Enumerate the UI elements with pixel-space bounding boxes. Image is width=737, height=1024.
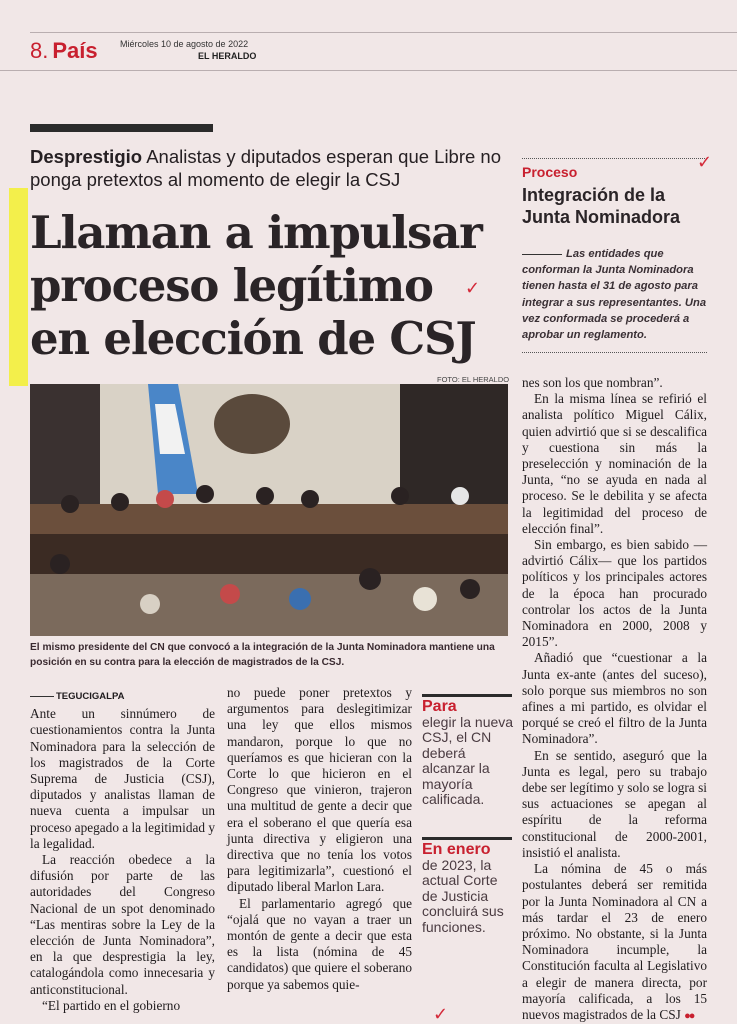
- paragraph: nes son los que nombran”.: [522, 375, 663, 390]
- sidebar-kicker: Proceso: [522, 164, 578, 180]
- sidebar-title: Integración de la Junta Nominadora: [522, 185, 681, 227]
- pull-quote-highlight: En enero: [422, 841, 491, 858]
- issue-date: Miércoles 10 de agosto de 2022: [120, 39, 249, 49]
- top-rule: [30, 32, 737, 33]
- pull-quote: [422, 842, 514, 935]
- highlighter-mark: [9, 188, 28, 386]
- article-column-2: [227, 685, 412, 993]
- lead-rule: [522, 254, 562, 255]
- article-headline: [30, 206, 520, 365]
- article-deck: [30, 145, 510, 191]
- red-check-mark: ✓: [697, 152, 713, 173]
- end-mark: ●●: [684, 1009, 694, 1022]
- paragraph: “El partido en el gobierno: [42, 997, 181, 1013]
- article-column-1: [30, 689, 215, 1014]
- article-column-4: [522, 375, 707, 1024]
- paragraph: [522, 861, 707, 1024]
- section-name: País: [52, 38, 98, 63]
- paragraph: Añadió que “cuestionar a la Junta ex-ante (antes del suceso), solo porque sus miembros no son afines a mi partido, es olvidar el porqué se creó el filtro de la Junta Nominadora”.: [522, 650, 707, 747]
- paragraph: Sin embargo, es bien sabido —advirtió Cálix— que los partidos políticos y los principales actores de la época han procurado controlar los actos de la Junta Nominadora en 2000, 2008 y 2015”.: [522, 537, 707, 650]
- final-paragraph-text: La nómina de 45 o más postulantes deberá ser remitida por la Junta Nominadora al CN a más tardar el 23 de enero próximo. No obstante, si la Junta Nominadora incumple, la Constitución faculta al Legislativo a elegir de manera directa, por mayoría calificada, a los 15 nuevos magistrados de la CSJ: [522, 861, 707, 1022]
- paragraph: En se sentido, aseguró que la Junta es legal, pero su trabajo debe ser legítimo y solo se logra si sus actuaciones se apegan al espíritu de la reforma constitucional de 2000-2001, insistió el analista.: [522, 747, 707, 860]
- city-dateline: TEGUCIGALPA: [30, 689, 215, 705]
- header-rule: [0, 70, 737, 71]
- page-folio: [30, 38, 98, 64]
- pull-quote: [422, 699, 514, 808]
- pull-quote-highlight: Para: [422, 698, 457, 715]
- deck-text: Analistas y diputados esperan que Libre no ponga pretextos al momento de elegir la CSJ: [30, 146, 502, 190]
- sidebar-top-rule: [522, 158, 707, 159]
- headline-line: Llaman a impulsar: [30, 206, 482, 259]
- red-check-mark: ✓: [465, 278, 481, 299]
- paragraph: El parlamentario agregó que “ojalá que no vayan a traer un montón de gente a decir que esta es la lista (nómina de 45 candidatos) que quiere el soberano porque ya sabemos quie-: [227, 895, 412, 992]
- kicker-bar: [30, 124, 213, 132]
- pull-quote-rule: [422, 837, 512, 840]
- sidebar-body: Las entidades que conforman la Junta Nominadora tienen hasta el 31 de agosto para integrar a sus representantes. Una vez conformada se procederá a aprobar un reglamento.: [522, 248, 707, 342]
- red-check-mark: ✓: [433, 1004, 449, 1024]
- congress-photo: [30, 384, 508, 636]
- paragraph: En la misma línea se refirió el analista político Miguel Cálix, quien advirtió que si se descalifica y cuestiona sin más la preselección y nominación de la Junta, “no se ayuda en nada al proceso. Se le debilita y se afecta la legitimidad del proceso de elección final”.: [522, 391, 707, 536]
- sidebar-text: [522, 246, 707, 343]
- pull-quote-text: de 2023, la actual Corte de Justicia concluirá sus funciones.: [422, 856, 504, 935]
- page-number: 8.: [30, 38, 49, 63]
- page-dateline: [120, 38, 256, 62]
- photo-credit: FOTO: EL HERALDO: [437, 375, 510, 384]
- pull-quote-text: elegir la nueva CSJ, el CN deberá alcanzar la mayoría calificada.: [422, 713, 514, 807]
- deck-tag: Desprestigio: [30, 146, 143, 167]
- photo-caption: El mismo presidente del CN que convocó a la integración de la Junta Nominadora mantiene una posición en su contra para la elección de magistrados de la CSJ.: [30, 642, 495, 668]
- paper-name: EL HERALDO: [198, 51, 257, 61]
- pull-quote-rule: [422, 694, 512, 697]
- headline-line: proceso legítimo: [30, 259, 433, 312]
- paragraph: no puede poner pretextos y argumentos para deslegitimizar una ley que ellos mismos mandaron, porque lo que no queríamos es que hicieran con la Corte lo que hicieron en el Congreso que vinieron, trajeron una multitud de gente a decir que era el soberano el que quería esa junta directiva y eligieron una directiva que no tenía los votos para legitimizarla”, cuestionó el diputado liberal Marlon Lara.: [227, 685, 412, 895]
- headline-line: en elección de CSJ: [30, 312, 476, 365]
- paragraph: La reacción obedece a la difusión por parte de las autoridades del Congreso Nacional de un spot denominado “Las mentiras sobre la Ley de la elección de Junta Nominadora”, en la que desprestigia la ley, catalogándola como innecesaria y anticonstitucional.: [30, 852, 215, 997]
- sidebar-bottom-rule: [522, 352, 707, 353]
- paragraph: Ante un sinnúmero de cuestionamientos contra la Junta Nominadora para la selección de los magistrados de la Corte Suprema de Justicia (CSJ), diputados y analistas llaman de nueva cuenta a impulsar un proceso apegado a la legitimidad y la legalidad.: [30, 706, 215, 851]
- congress-photo-illustration: [30, 384, 508, 636]
